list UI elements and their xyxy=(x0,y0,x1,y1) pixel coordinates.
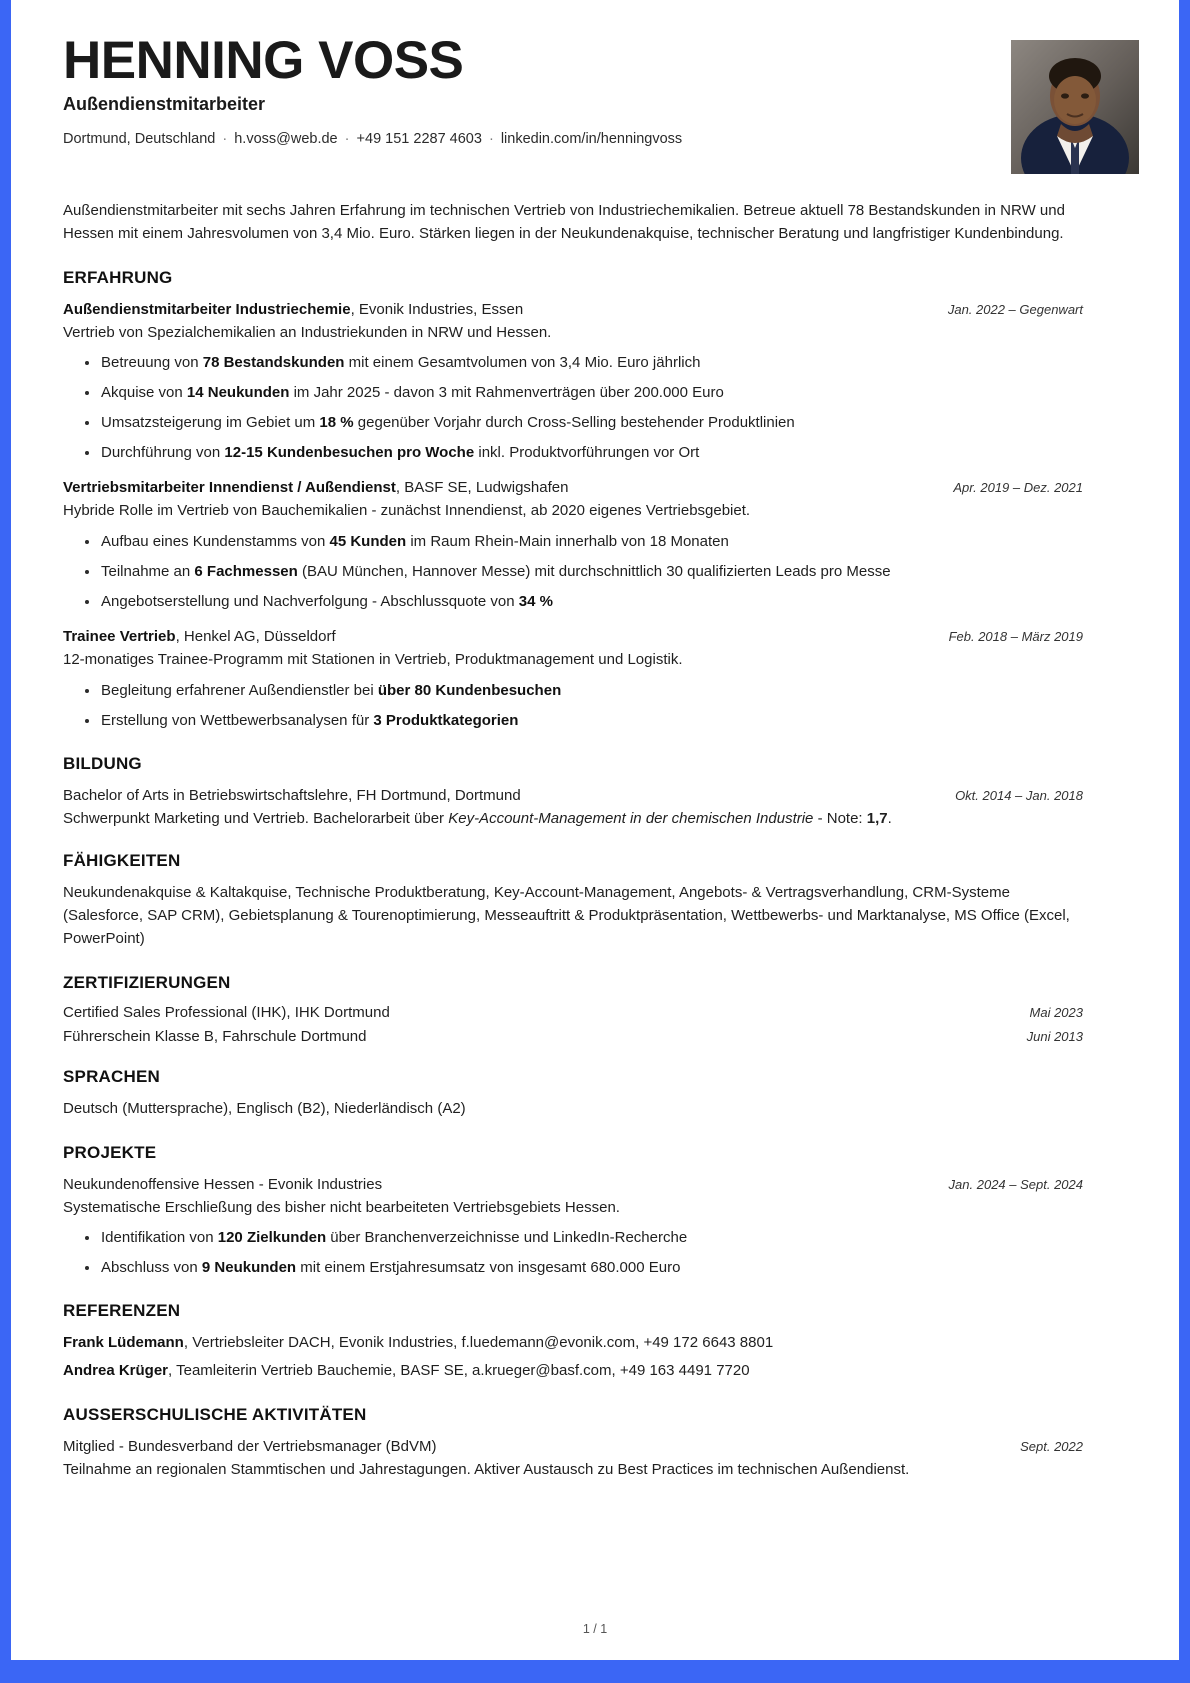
reference-details: , Teamleiterin Vertrieb Bauchemie, BASF SE, a.krueger@basf.com, +49 163 4491 7720 xyxy=(168,1362,750,1380)
bullet-item xyxy=(99,1257,1083,1279)
bullet-highlight: 45 Kunden xyxy=(329,533,407,551)
bullet-highlight: 6 Fachmessen xyxy=(194,562,298,580)
activity-name: Mitglied - Bundesverband der Vertriebsmanager (BdVM) xyxy=(63,1437,437,1455)
education-thesis-title: Key-Account-Management in der chemischen Industrie xyxy=(448,809,814,827)
page-footer xyxy=(11,1622,1179,1636)
bullet-text: Betreuung von xyxy=(101,354,203,372)
bullet-item xyxy=(99,1227,1083,1249)
activity-entry-header xyxy=(63,1436,1083,1457)
bullet-text: über Branchenverzeichnisse und LinkedIn-Recherche xyxy=(326,1229,688,1247)
reference-details: , Vertriebsleiter DACH, Evonik Industries, f.luedemann@evonik.com, +49 172 6643 8801 xyxy=(183,1333,774,1351)
professional-summary: Außendienstmitarbeiter mit sechs Jahren Erfahrung im technischen Vertrieb von Industriechemikalien. Betreue aktuell 78 Bestandskunden in NRW und Hessen mit einem Jahresvolumen von 3,4 Mio. Euro. Stärken liegen in der Neukundenakquise, technischer Beratung und langfristiger Kundenbindung. xyxy=(63,202,1065,242)
resume-page xyxy=(11,0,1179,1660)
certification-date: Mai 2023 xyxy=(1029,1004,1083,1020)
section-certifications xyxy=(63,973,1083,1045)
experience-role: Trainee Vertrieb xyxy=(63,628,176,646)
activity-entry xyxy=(63,1436,1083,1481)
education-date-range: Okt. 2014 – Jan. 2018 xyxy=(955,787,1083,803)
education-detail-mid: - Note: xyxy=(813,809,867,827)
section-title-projects: PROJEKTE xyxy=(63,1142,157,1162)
section-title-experience: ERFAHRUNG xyxy=(63,267,173,287)
education-entry-header xyxy=(63,785,1083,806)
experience-entry-title xyxy=(63,299,930,320)
contact-email[interactable]: h.voss@web.de xyxy=(234,131,338,148)
reference-row xyxy=(63,1360,1083,1383)
bullet-text: Angebotserstellung und Nachverfolgung - Abschlussquote von xyxy=(101,592,519,610)
experience-role: Außendienstmitarbeiter Industriechemie xyxy=(63,300,351,318)
bullet-highlight: 18 % xyxy=(319,413,354,431)
section-projects xyxy=(63,1143,1083,1279)
bullet-item xyxy=(99,531,1083,553)
bullet-highlight: 34 % xyxy=(518,592,553,610)
reference-name: Andrea Krüger xyxy=(63,1362,169,1380)
section-title-education: BILDUNG xyxy=(63,753,142,773)
experience-company: , Henkel AG, Düsseldorf xyxy=(175,628,336,646)
project-bullet-list xyxy=(63,1227,1083,1279)
certification-row xyxy=(63,1028,1083,1045)
bullet-item xyxy=(99,591,1083,613)
education-detail-pre: Schwerpunkt Marketing und Vertrieb. Bachelorarbeit über xyxy=(63,809,449,827)
languages-text: Deutsch (Muttersprache), Englisch (B2), Niederländisch (A2) xyxy=(63,1099,466,1117)
experience-description: Vertrieb von Spezialchemikalien an Industriekunden in NRW und Hessen. xyxy=(63,323,552,341)
section-languages xyxy=(63,1067,1083,1121)
bullet-item xyxy=(99,710,1083,732)
bullet-text: gegenüber Vorjahr durch Cross-Selling bestehender Produktlinien xyxy=(353,413,795,431)
reference-row xyxy=(63,1332,1083,1355)
bullet-text: (BAU München, Hannover Messe) mit durchschnittlich 30 qualifizierten Leads pro Messe xyxy=(297,562,891,580)
education-degree: Bachelor of Arts in Betriebswirtschaftslehre, FH Dortmund, Dortmund xyxy=(63,786,521,804)
page-indicator: 1 / 1 xyxy=(582,1622,608,1636)
project-entry xyxy=(63,1174,1083,1279)
project-date-range: Jan. 2024 – Sept. 2024 xyxy=(948,1176,1083,1192)
bullet-text: im Jahr 2025 - davon 3 mit Rahmenverträgen über 200.000 Euro xyxy=(289,384,724,402)
bullet-item xyxy=(99,561,1083,583)
bullet-highlight: 14 Neukunden xyxy=(186,384,290,402)
section-experience xyxy=(63,268,1083,732)
experience-entry xyxy=(63,477,1083,612)
project-description: Systematische Erschließung des bisher nicht bearbeiteten Vertriebsgebiets Hessen. xyxy=(63,1198,620,1216)
contact-phone[interactable]: +49 151 2287 4603 xyxy=(356,131,482,148)
bullet-text: Erstellung von Wettbewerbsanalysen für xyxy=(101,711,374,729)
experience-entry-title xyxy=(63,626,931,647)
education-grade: 1,7 xyxy=(866,809,888,827)
experience-bullet-list xyxy=(63,352,1083,463)
page-title: HENNING VOSS xyxy=(63,31,464,90)
experience-company: , BASF SE, Ludwigshafen xyxy=(395,479,569,497)
experience-date-range: Apr. 2019 – Dez. 2021 xyxy=(953,480,1083,496)
experience-entry-header xyxy=(63,299,1083,320)
bullet-text: im Raum Rhein-Main innerhalb von 18 Monaten xyxy=(406,533,729,551)
contact-separator-icon: · xyxy=(344,131,350,148)
experience-entry xyxy=(63,299,1083,464)
bullet-text: Abschluss von xyxy=(101,1259,202,1277)
reference-name: Frank Lüdemann xyxy=(63,1333,184,1351)
resume-header xyxy=(63,31,1083,174)
bullet-highlight: 78 Bestandskunden xyxy=(202,354,345,372)
contact-separator-icon: · xyxy=(488,131,494,148)
bullet-highlight: 3 Produktkategorien xyxy=(373,711,519,729)
bullet-text: Identifikation von xyxy=(101,1229,218,1247)
bullet-item xyxy=(99,412,1083,434)
job-role-subtitle: Außendienstmitarbeiter xyxy=(63,94,266,115)
profile-photo-image xyxy=(1011,40,1139,174)
bullet-item xyxy=(99,680,1083,702)
bullet-highlight: 12-15 Kundenbesuchen pro Woche xyxy=(224,443,475,461)
activity-date: Sept. 2022 xyxy=(1020,1438,1083,1454)
bullet-highlight: 120 Zielkunden xyxy=(217,1229,327,1247)
project-name: Neukundenoffensive Hessen - Evonik Industries xyxy=(63,1175,383,1193)
profile-photo xyxy=(1011,40,1139,174)
experience-entry xyxy=(63,626,1083,731)
bullet-text: inkl. Produktvorführungen vor Ort xyxy=(474,443,700,461)
bullet-item xyxy=(99,382,1083,404)
certification-label: Führerschein Klasse B, Fahrschule Dortmund xyxy=(63,1027,367,1045)
education-detail xyxy=(63,808,1073,830)
bullet-text: mit einem Gesamtvolumen von 3,4 Mio. Euro jährlich xyxy=(344,354,701,372)
section-title-activities: AUSSERSCHULISCHE AKTIVITÄTEN xyxy=(63,1404,367,1424)
experience-company: , Evonik Industries, Essen xyxy=(350,300,524,318)
section-skills xyxy=(63,851,1083,950)
experience-bullet-list xyxy=(63,531,1083,612)
contact-location: Dortmund, Deutschland xyxy=(63,131,216,148)
bullet-text: Durchführung von xyxy=(101,443,225,461)
certification-date: Juni 2013 xyxy=(1026,1028,1083,1044)
bullet-text: Umsatzsteigerung im Gebiet um xyxy=(101,413,320,431)
contact-linkedin[interactable]: linkedin.com/in/henningvoss xyxy=(500,131,683,148)
bullet-item xyxy=(99,442,1083,464)
bullet-highlight: über 80 Kundenbesuchen xyxy=(377,682,562,700)
certification-label: Certified Sales Professional (IHK), IHK Dortmund xyxy=(63,1003,390,1021)
experience-entry-title xyxy=(63,477,935,498)
experience-date-range: Feb. 2018 – März 2019 xyxy=(948,629,1083,645)
project-entry-header xyxy=(63,1174,1083,1195)
bullet-item xyxy=(99,352,1083,374)
experience-description: Hybride Rolle im Vertrieb von Bauchemikalien - zunächst Innendienst, ab 2020 eigenes Vertriebsgebiet. xyxy=(63,502,751,520)
bullet-highlight: 9 Neukunden xyxy=(201,1259,297,1277)
bullet-text: mit einem Erstjahresumsatz von insgesamt 680.000 Euro xyxy=(296,1259,681,1277)
section-references xyxy=(63,1301,1083,1383)
experience-entry-header xyxy=(63,626,1083,647)
experience-role: Vertriebsmitarbeiter Innendienst / Außendienst xyxy=(63,479,396,497)
section-title-certifications: ZERTIFIZIERUNGEN xyxy=(63,972,231,992)
section-title-languages: SPRACHEN xyxy=(63,1066,161,1086)
bullet-text: Aufbau eines Kundenstamms von xyxy=(101,533,330,551)
experience-description: 12-monatiges Trainee-Programm mit Stationen in Vertrieb, Produktmanagement und Logistik. xyxy=(63,651,683,669)
skills-text: Neukundenakquise & Kaltakquise, Technische Produktberatung, Key-Account-Management, Angebots- & Vertragsverhandlung, CRM-Systeme (Salesforce, SAP CRM), Gebietsplanung & Tourenoptimierung, Messeauftritt & Produktpräsentation, Wettbewerbs- und Marktanalyse, MS Office (Excel, PowerPoint) xyxy=(63,884,1070,947)
education-detail-post: . xyxy=(887,809,892,827)
contact-line xyxy=(63,131,1083,147)
activity-description: Teilnahme an regionalen Stammtischen und Jahrestagungen. Aktiver Austausch zu Best Practices im technischen Außendienst. xyxy=(63,1460,910,1478)
experience-bullet-list xyxy=(63,680,1083,732)
experience-entry-header xyxy=(63,477,1083,498)
bullet-text: Akquise von xyxy=(101,384,187,402)
section-title-skills: FÄHIGKEITEN xyxy=(63,851,181,871)
section-title-references: REFERENZEN xyxy=(63,1300,181,1320)
education-entry xyxy=(63,785,1083,830)
bullet-text: Begleitung erfahrener Außendienstler bei xyxy=(101,682,378,700)
experience-date-range: Jan. 2022 – Gegenwart xyxy=(947,301,1083,317)
contact-separator-icon: · xyxy=(222,131,228,148)
section-activities xyxy=(63,1405,1083,1481)
bullet-text: Teilnahme an xyxy=(101,562,195,580)
section-education xyxy=(63,754,1083,830)
certification-row xyxy=(63,1004,1083,1021)
